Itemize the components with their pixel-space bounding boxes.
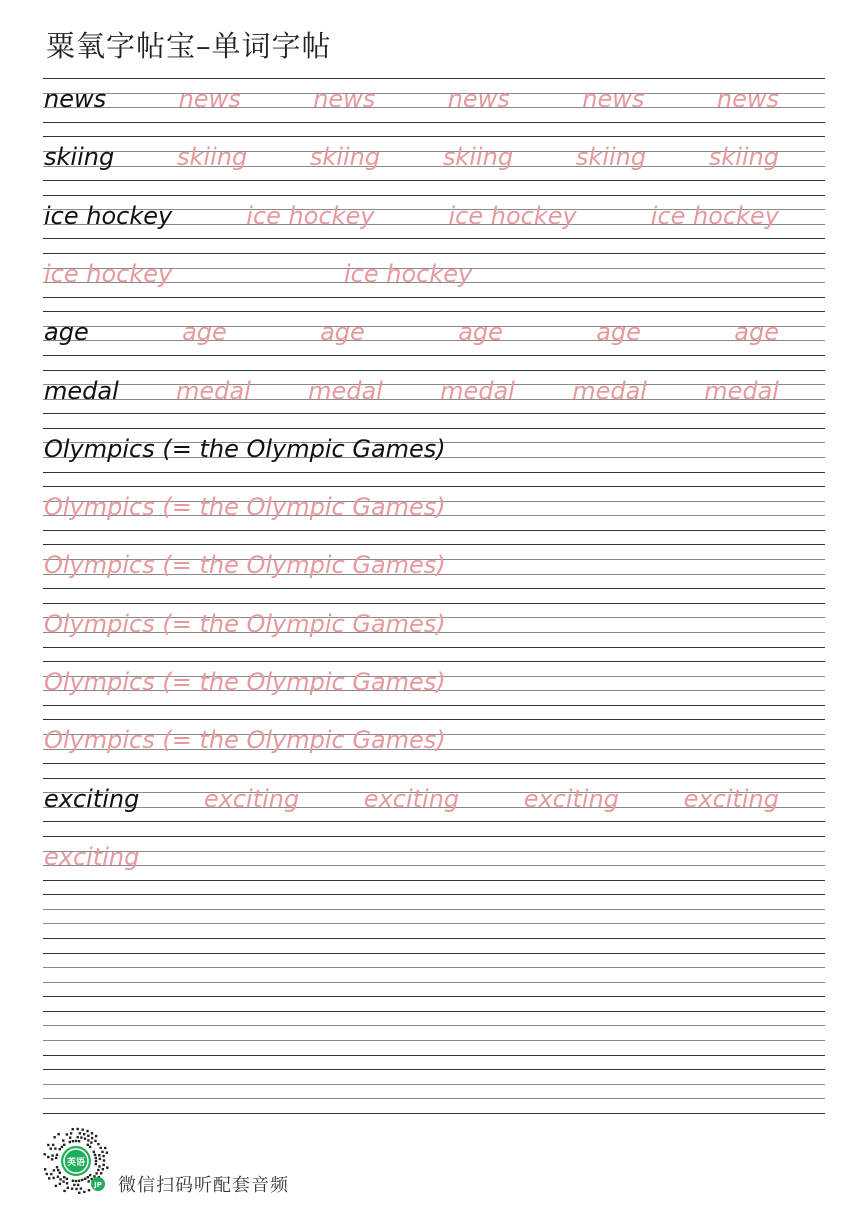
trace-word: news — [582, 85, 645, 113]
ruled-line — [43, 661, 825, 662]
page-title: 粟氧字帖宝–单词字帖 — [46, 29, 332, 63]
trace-word: medal — [308, 376, 383, 405]
qr-code-icon[interactable] — [40, 1125, 112, 1197]
ruled-line — [43, 1025, 825, 1026]
ruled-line — [43, 865, 825, 866]
trace-word: skiing — [442, 143, 514, 172]
trace-word: ice hockey — [246, 201, 375, 230]
model-word: skiing — [44, 143, 115, 172]
ruled-line — [43, 238, 825, 239]
ruled-line — [43, 778, 825, 779]
trace-word: ice hockey — [44, 259, 173, 288]
ruled-line — [43, 311, 825, 312]
ruled-line — [43, 967, 825, 968]
ruled-line — [43, 705, 825, 706]
ruled-line — [43, 938, 825, 939]
trace-word: age — [182, 318, 227, 347]
ruled-line — [43, 603, 825, 604]
ruled-line — [43, 923, 825, 924]
ruled-line — [43, 340, 825, 341]
trace-word: medal — [704, 376, 779, 405]
trace-word: news — [716, 85, 779, 113]
trace-word: skiing — [575, 143, 647, 172]
ruled-line — [43, 151, 825, 152]
ruled-line — [43, 880, 825, 881]
trace-word: exciting — [363, 784, 460, 813]
ruled-line — [43, 544, 825, 545]
trace-word: medal — [440, 376, 515, 405]
trace-word: skiing — [177, 143, 248, 172]
ruled-line — [43, 180, 825, 181]
ruled-line — [43, 851, 825, 852]
qr-badge-label: 英语 — [66, 1158, 86, 1168]
trace-word: Olympics (= the Olympic Games) — [44, 609, 446, 638]
trace-word: Olympics (= the Olympic Games) — [44, 493, 446, 522]
trace-word: news — [178, 85, 241, 113]
trace-word: medal — [572, 376, 647, 405]
ruled-line — [43, 1069, 825, 1070]
ruled-line — [43, 297, 825, 298]
ruled-line — [43, 1098, 825, 1099]
trace-word: exciting — [44, 842, 140, 871]
ruled-line — [43, 78, 825, 79]
trace-word: skiing — [309, 143, 381, 172]
qr-corner-label: JP — [94, 1181, 102, 1189]
ruled-line — [43, 719, 825, 720]
ruled-line — [43, 909, 825, 910]
ruled-line — [43, 486, 825, 487]
trace-word: age — [320, 318, 365, 347]
ruled-line — [43, 982, 825, 983]
model-word: exciting — [44, 784, 140, 813]
ruled-line — [43, 894, 825, 895]
ruled-line — [43, 93, 825, 94]
model-word: news — [44, 85, 107, 113]
ruled-line — [43, 472, 825, 473]
ruled-line — [43, 370, 825, 371]
ruled-line — [43, 413, 825, 414]
ruled-line — [43, 428, 825, 429]
ruled-line — [43, 996, 825, 997]
model-word: Olympics (= the Olympic Games) — [44, 434, 446, 463]
ruled-line — [43, 530, 825, 531]
trace-word: skiing — [708, 143, 779, 172]
ruled-line — [43, 1055, 825, 1056]
ruled-line — [43, 836, 825, 837]
model-word: medal — [44, 376, 119, 405]
trace-word: age — [734, 318, 780, 347]
ruled-line — [43, 1084, 825, 1085]
ruled-line — [43, 588, 825, 589]
ruled-line — [43, 1113, 825, 1114]
ruled-line — [43, 253, 825, 254]
ruled-line — [43, 122, 825, 123]
trace-word: ice hockey — [448, 201, 577, 230]
ruled-line — [43, 953, 825, 954]
ruled-line — [43, 355, 825, 356]
ruled-line — [43, 1040, 825, 1041]
footer-caption: 微信扫码听配套音频 — [118, 1175, 289, 1196]
ruled-line — [43, 166, 825, 167]
trace-word: ice hockey — [344, 259, 473, 288]
trace-word: Olympics (= the Olympic Games) — [44, 551, 446, 580]
trace-word: exciting — [203, 784, 300, 813]
trace-word: exciting — [523, 784, 620, 813]
model-word: age — [44, 318, 89, 347]
ruled-line — [43, 326, 825, 327]
ruled-line — [43, 821, 825, 822]
ruled-line — [43, 647, 825, 648]
ruled-line — [43, 763, 825, 764]
trace-word: exciting — [683, 784, 779, 813]
trace-word: Olympics (= the Olympic Games) — [44, 668, 446, 696]
ruled-line — [43, 195, 825, 196]
model-word: ice hockey — [44, 201, 173, 230]
trace-word: medal — [176, 376, 251, 405]
ruled-line — [43, 136, 825, 137]
ruled-line — [43, 1011, 825, 1012]
trace-word: news — [313, 85, 376, 113]
ruled-line — [43, 107, 825, 108]
footer — [40, 1125, 340, 1200]
trace-word: age — [596, 318, 641, 347]
trace-word: ice hockey — [650, 201, 780, 230]
trace-word: news — [447, 85, 510, 113]
trace-word: Olympics (= the Olympic Games) — [44, 726, 446, 755]
trace-word: age — [458, 318, 503, 347]
